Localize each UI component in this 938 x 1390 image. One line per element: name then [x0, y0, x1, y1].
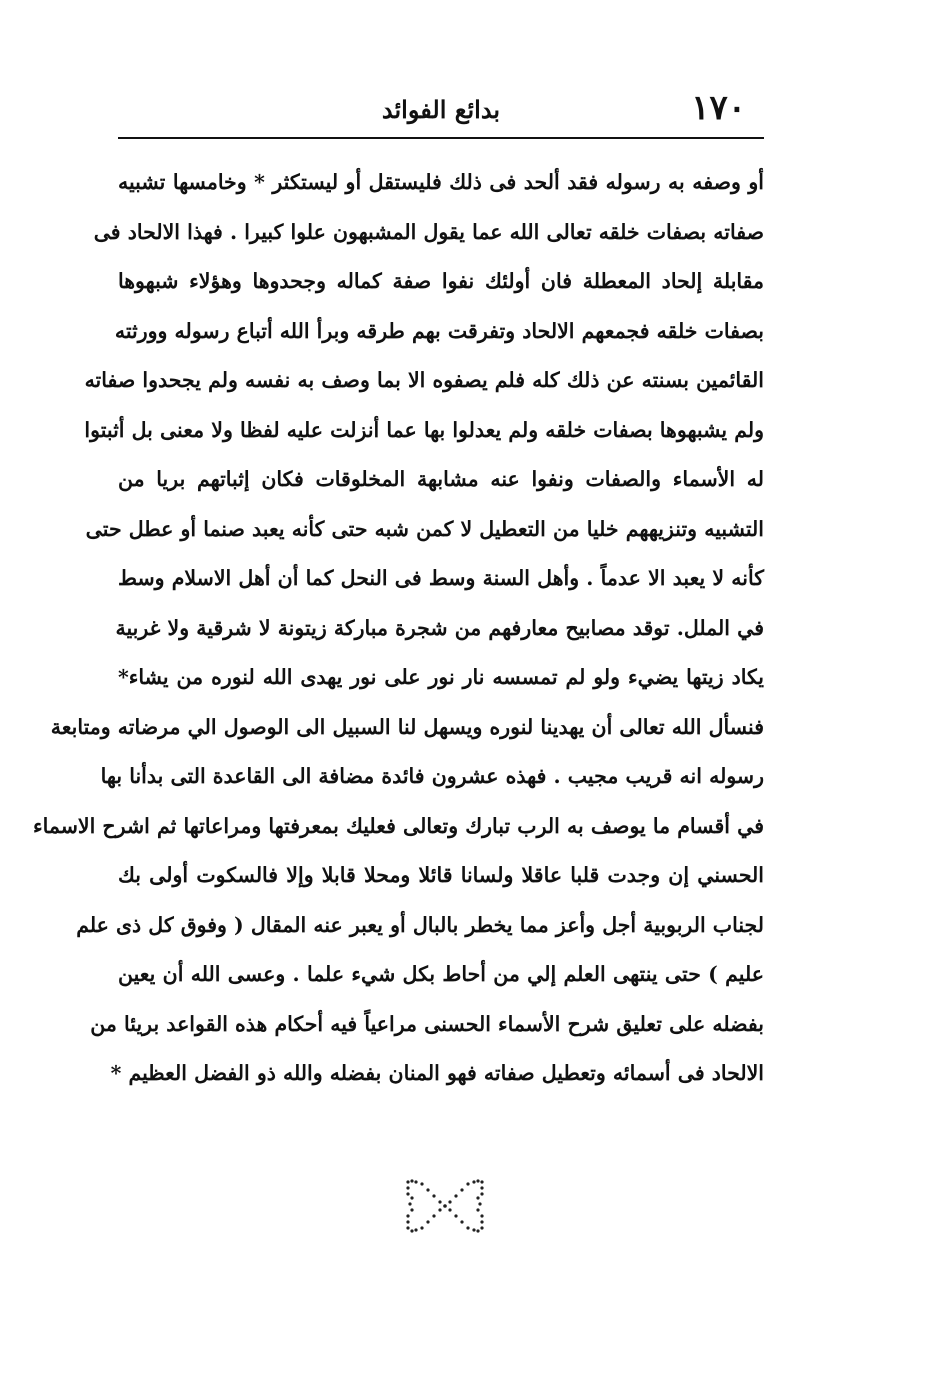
text-line: عليم ) حتى ينتهى العلم إلي من أحاط بكل شيء علما . وعسى الله أن يعين [118, 962, 764, 986]
text-line: ولم يشبهوها بصفات خلقه ولم يعدلوا بها عما أنزلت عليه لفظا ولا معنى بل أثبتوا [84, 417, 764, 442]
text-line: كأنه لا يعبد الا عدماً . وأهل السنة وسط فى النحل كما أن أهل الاسلام وسط [118, 566, 764, 590]
header-rule [118, 137, 764, 139]
text-line: يكاد زيتها يضيء ولو لم تمسسه نار نور على نور يهدى الله لنوره من يشاء* [118, 665, 764, 689]
text-line: في الملل. توقد مصابيح معارفهم من شجرة مباركة زيتونة لا شرقية ولا غربية [115, 615, 764, 640]
text-line: الحسني إن وجدت قلبا عاقلا ولسانا قائلا ومحلا قابلا وإلا فالسكوت أولى بك [118, 863, 764, 887]
running-title: بدائع الفوائد [381, 95, 501, 124]
text-line: القائمين بسنته عن ذلك كله فلم يصفوه الا بما وصف به نفسه ولم يجحدوا صفاته [84, 368, 764, 392]
text-line: بصفات خلقه فجمعهم الالحاد وتفرقت بهم طرقه وبرأ الله أتباع رسوله وورثته [114, 318, 764, 343]
text-line: في أقسام ما يوصف به الرب تبارك وتعالى فعليك بمعرفتها ومراعاتها ثم اشرح الاسماء [32, 813, 764, 838]
text-line: مقابلة إلحاد المعطلة فان أولئك نفوا صفة كماله وجحدوها وهؤلاء شبهوها [118, 269, 764, 293]
text-line: له الأسماء والصفات ونفوا عنه مشابهة المخلوقات فكان إثباتهم بريا من [118, 467, 764, 491]
page-number: ١٧٠ [691, 88, 746, 128]
text-line: رسوله انه قريب مجيب . فهذه عشرون فائدة مضافة الى القاعدة التى بدأنا بها [100, 764, 764, 788]
text-line: أو وصفه به رسوله فقد ألحد فى ذلك فليستقل أو ليستكثر * وخامسها تشبيه [118, 170, 764, 194]
dotted-x-ornament-icon [400, 1176, 490, 1236]
text-line: الالحاد فى أسمائه وتعطيل صفاته فهو المنان بفضله والله ذو الفضل العظيم * [110, 1061, 764, 1085]
body-text [32, 158, 764, 1099]
page-header [118, 86, 764, 134]
text-line: لجناب الربوبية أجل وأعز مما يخطر بالبال أو يعبر عنه المقال ( وفوق كل ذى علم [76, 912, 764, 937]
text-line: صفاته بصفات خلقه تعالى الله عما يقول المشبهون علوا كبيرا . فهذا الالحاد فى [93, 219, 764, 244]
text-line: فنسأل الله تعالى أن يهدينا لنوره ويسهل لنا السبيل الى الوصول الي مرضاته ومتابعة [50, 714, 764, 739]
text-line: بفضله على تعليق شرح الأسماء الحسنى مراعياً فيه أحكام هذه القواعد بريئا من [90, 1011, 764, 1036]
text-line: التشبيه وتنزيههم خليا من التعطيل لا كمن شبه حتى كأنه يعبد صنما أو عطل حتى [85, 516, 764, 541]
